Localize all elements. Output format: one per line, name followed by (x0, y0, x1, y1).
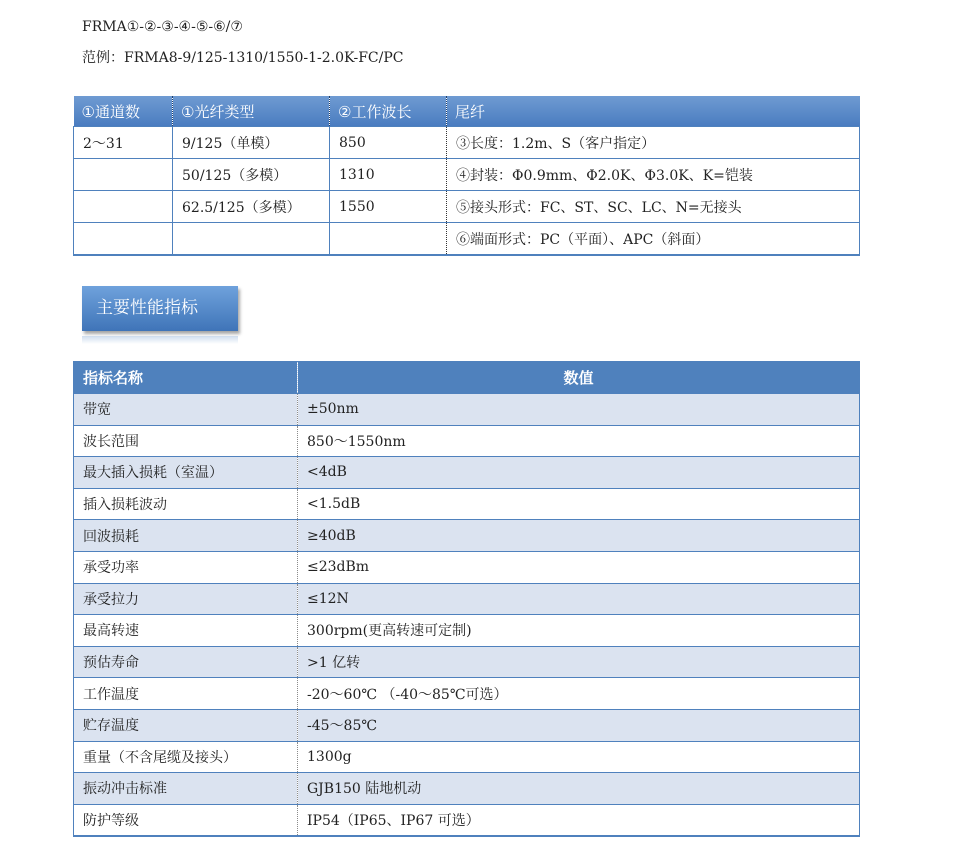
spec-name: 最高转速 (74, 615, 298, 647)
table-cell: ④封装：Φ0.9mm、Φ2.0K、Φ3.0K、K=铠装 (447, 159, 860, 191)
spec-name: 波长范围 (74, 425, 298, 457)
spec-name: 振动冲击标准 (74, 773, 298, 805)
table-row (74, 425, 860, 457)
spec-value: IP54（IP65、IP67 可选） (298, 804, 860, 836)
table-cell: 9/125（单模） (173, 127, 330, 159)
table-row (74, 223, 860, 256)
header-spec-value: 数值 (298, 362, 860, 394)
spec-name: 承受功率 (74, 551, 298, 583)
spec-name: 重量（不含尾缆及接头） (74, 741, 298, 773)
table-row (74, 159, 860, 191)
header-wavelength: ②工作波长 (330, 96, 447, 127)
table-row (74, 127, 860, 159)
spec-value: <1.5dB (298, 488, 860, 520)
table-row (74, 583, 860, 615)
spec-value: -20～60℃ （-40～85℃可选） (298, 678, 860, 710)
model-example: 范例：FRMA8-9/125-1310/1550-1-2.0K-FC/PC (82, 50, 404, 66)
table-cell (74, 159, 173, 191)
table-cell (74, 223, 173, 256)
table-row (74, 191, 860, 223)
spec-value: 850～1550nm (298, 425, 860, 457)
table-row (74, 678, 860, 710)
header-spec-name: 指标名称 (74, 362, 298, 394)
table-row (74, 741, 860, 773)
header-pigtail: 尾纤 (447, 96, 860, 127)
table-row (74, 488, 860, 520)
spec-name: 贮存温度 (74, 709, 298, 741)
table-cell: ⑤接头形式：FC、ST、SC、LC、N=无接头 (447, 191, 860, 223)
table-row (74, 457, 860, 489)
table-row (74, 615, 860, 647)
header-channel-count: ①通道数 (74, 96, 173, 127)
spec-value: ≤23dBm (298, 551, 860, 583)
table-row (74, 646, 860, 678)
table-cell: 50/125（多模） (173, 159, 330, 191)
table-cell (173, 223, 330, 256)
spec-value: 1300g (298, 741, 860, 773)
table-cell (330, 223, 447, 256)
spec-value: <4dB (298, 457, 860, 489)
spec-name: 插入损耗波动 (74, 488, 298, 520)
model-code-format: FRMA①-②-③-④-⑤-⑥/⑦ (82, 19, 243, 35)
spec-name: 防护等级 (74, 804, 298, 836)
spec-table (73, 361, 860, 837)
section-title-key-specs: 主要性能指标 (82, 286, 238, 331)
spec-value: 300rpm(更高转速可定制) (298, 615, 860, 647)
spec-table-header (74, 362, 860, 394)
selection-table (73, 96, 860, 256)
spec-name: 带宽 (74, 394, 298, 426)
spec-name: 承受拉力 (74, 583, 298, 615)
spec-value: >1 亿转 (298, 646, 860, 678)
table-row (74, 804, 860, 836)
table-row (74, 551, 860, 583)
spec-name: 回波损耗 (74, 520, 298, 552)
table-cell: ⑥端面形式：PC（平面）、APC（斜面） (447, 223, 860, 256)
spec-value: -45～85℃ (298, 709, 860, 741)
table-cell: 850 (330, 127, 447, 159)
spec-name: 最大插入损耗（室温） (74, 457, 298, 489)
table-cell: ③长度：1.2m、S（客户指定） (447, 127, 860, 159)
spec-value: ±50nm (298, 394, 860, 426)
table-cell: 2～31 (74, 127, 173, 159)
table-row (74, 394, 860, 426)
table-cell (74, 191, 173, 223)
table-cell: 1550 (330, 191, 447, 223)
table-cell: 1310 (330, 159, 447, 191)
table-row (74, 520, 860, 552)
spec-name: 工作温度 (74, 678, 298, 710)
spec-value: ≥40dB (298, 520, 860, 552)
spec-value: ≤12N (298, 583, 860, 615)
table-cell: 62.5/125（多模） (173, 191, 330, 223)
spec-name: 预估寿命 (74, 646, 298, 678)
spec-value: GJB150 陆地机动 (298, 773, 860, 805)
table-row (74, 709, 860, 741)
header-fiber-type: ①光纤类型 (173, 96, 330, 127)
selection-table-header (74, 96, 860, 127)
table-row (74, 773, 860, 805)
